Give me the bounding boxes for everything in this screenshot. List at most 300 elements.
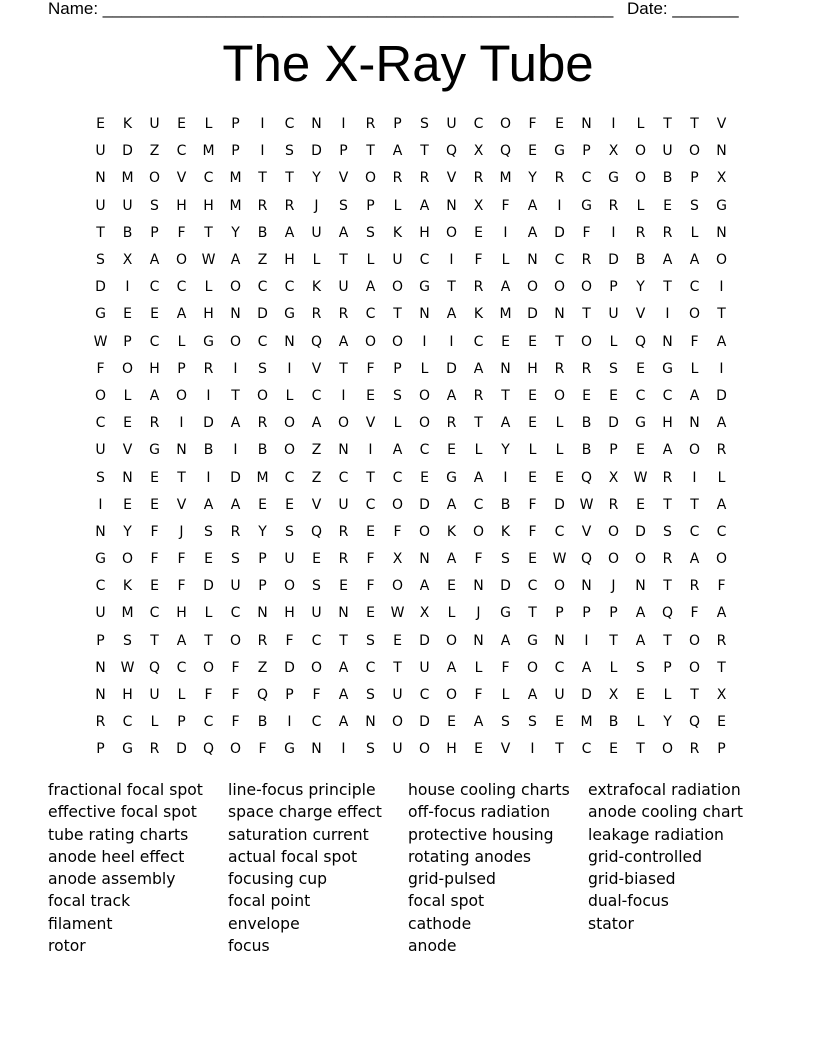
- grid-letter[interactable]: N: [95, 170, 106, 187]
- grid-letter[interactable]: G: [419, 279, 430, 296]
- grid-letter[interactable]: E: [339, 578, 348, 595]
- grid-letter[interactable]: E: [474, 741, 483, 758]
- grid-letter[interactable]: E: [150, 496, 159, 513]
- grid-letter[interactable]: E: [447, 714, 456, 731]
- grid-letter[interactable]: I: [692, 469, 697, 486]
- grid-letter[interactable]: L: [177, 687, 186, 704]
- grid-letter[interactable]: E: [150, 306, 159, 323]
- grid-letter[interactable]: U: [230, 578, 241, 595]
- grid-letter[interactable]: C: [122, 714, 133, 731]
- grid-letter[interactable]: L: [150, 714, 159, 731]
- grid-letter[interactable]: D: [203, 415, 214, 432]
- grid-letter[interactable]: R: [473, 279, 484, 296]
- grid-letter[interactable]: L: [501, 252, 510, 269]
- grid-letter[interactable]: V: [446, 170, 457, 187]
- grid-letter[interactable]: C: [365, 496, 376, 513]
- grid-letter[interactable]: J: [179, 523, 184, 540]
- grid-letter[interactable]: S: [393, 387, 402, 404]
- name-field[interactable]: Name: ______________________________________________________: [48, 0, 614, 18]
- grid-letter[interactable]: V: [635, 306, 646, 323]
- grid-letter[interactable]: E: [366, 605, 375, 622]
- grid-letter[interactable]: C: [176, 659, 187, 676]
- grid-letter[interactable]: U: [392, 741, 403, 758]
- grid-letter[interactable]: S: [204, 523, 213, 540]
- grid-letter[interactable]: S: [231, 551, 240, 568]
- grid-letter[interactable]: A: [446, 551, 457, 568]
- grid-letter[interactable]: B: [122, 224, 133, 241]
- grid-letter[interactable]: P: [663, 659, 672, 676]
- grid-letter[interactable]: F: [501, 197, 510, 214]
- grid-letter[interactable]: A: [446, 496, 457, 513]
- grid-letter[interactable]: Y: [636, 279, 645, 296]
- grid-letter[interactable]: V: [716, 116, 727, 133]
- grid-letter[interactable]: O: [202, 659, 215, 676]
- grid-letter[interactable]: A: [230, 496, 241, 513]
- grid-letter[interactable]: A: [338, 659, 349, 676]
- grid-letter[interactable]: G: [581, 197, 592, 214]
- grid-letter[interactable]: E: [150, 469, 159, 486]
- grid-letter[interactable]: Q: [310, 333, 323, 350]
- grid-letter[interactable]: G: [284, 741, 295, 758]
- grid-letter[interactable]: A: [716, 415, 727, 432]
- grid-letter[interactable]: F: [717, 578, 726, 595]
- grid-letter[interactable]: L: [690, 224, 699, 241]
- grid-letter[interactable]: I: [179, 415, 184, 432]
- grid-letter[interactable]: T: [339, 632, 348, 649]
- grid-letter[interactable]: F: [312, 687, 321, 704]
- grid-letter[interactable]: O: [607, 523, 620, 540]
- grid-letter[interactable]: N: [473, 578, 484, 595]
- grid-letter[interactable]: F: [231, 659, 240, 676]
- grid-letter[interactable]: F: [528, 116, 537, 133]
- grid-letter[interactable]: S: [528, 714, 537, 731]
- grid-letter[interactable]: U: [554, 687, 565, 704]
- grid-letter[interactable]: P: [582, 143, 591, 160]
- grid-letter[interactable]: C: [527, 578, 538, 595]
- grid-letter[interactable]: D: [203, 578, 214, 595]
- grid-letter[interactable]: O: [688, 659, 701, 676]
- grid-letter[interactable]: C: [257, 279, 268, 296]
- grid-letter[interactable]: O: [418, 741, 431, 758]
- grid-letter[interactable]: O: [229, 632, 242, 649]
- grid-letter[interactable]: A: [392, 143, 403, 160]
- grid-letter[interactable]: O: [229, 279, 242, 296]
- grid-letter[interactable]: R: [365, 116, 376, 133]
- grid-letter[interactable]: A: [230, 415, 241, 432]
- grid-letter[interactable]: O: [391, 333, 404, 350]
- grid-letter[interactable]: K: [311, 279, 322, 296]
- grid-letter[interactable]: T: [474, 415, 483, 432]
- grid-letter[interactable]: T: [393, 659, 402, 676]
- grid-letter[interactable]: A: [176, 632, 187, 649]
- grid-letter[interactable]: N: [689, 415, 700, 432]
- grid-letter[interactable]: I: [368, 442, 373, 459]
- grid-letter[interactable]: C: [149, 333, 160, 350]
- grid-letter[interactable]: E: [555, 116, 564, 133]
- grid-letter[interactable]: X: [716, 687, 727, 704]
- grid-letter[interactable]: O: [391, 578, 404, 595]
- grid-letter[interactable]: O: [661, 741, 674, 758]
- grid-letter[interactable]: T: [717, 659, 726, 676]
- grid-letter[interactable]: T: [663, 632, 672, 649]
- grid-letter[interactable]: P: [150, 224, 159, 241]
- grid-letter[interactable]: E: [555, 714, 564, 731]
- grid-letter[interactable]: R: [581, 252, 592, 269]
- grid-letter[interactable]: O: [715, 551, 728, 568]
- grid-letter[interactable]: W: [552, 551, 567, 568]
- grid-letter[interactable]: O: [472, 523, 485, 540]
- grid-letter[interactable]: V: [581, 523, 592, 540]
- grid-letter[interactable]: F: [501, 659, 510, 676]
- grid-letter[interactable]: T: [204, 632, 213, 649]
- grid-letter[interactable]: F: [96, 360, 105, 377]
- grid-letter[interactable]: A: [149, 252, 160, 269]
- grid-letter[interactable]: O: [418, 523, 431, 540]
- grid-letter[interactable]: O: [121, 551, 134, 568]
- grid-letter[interactable]: O: [688, 306, 701, 323]
- grid-letter[interactable]: R: [689, 741, 700, 758]
- grid-letter[interactable]: C: [149, 605, 160, 622]
- grid-letter[interactable]: G: [608, 170, 619, 187]
- grid-letter[interactable]: G: [446, 469, 457, 486]
- grid-letter[interactable]: Y: [123, 523, 132, 540]
- grid-letter[interactable]: I: [206, 469, 211, 486]
- grid-letter[interactable]: S: [636, 659, 645, 676]
- grid-letter[interactable]: B: [662, 170, 673, 187]
- grid-letter[interactable]: Q: [634, 333, 647, 350]
- grid-letter[interactable]: D: [554, 224, 565, 241]
- grid-letter[interactable]: P: [339, 143, 348, 160]
- grid-letter[interactable]: B: [500, 496, 511, 513]
- grid-letter[interactable]: Q: [445, 143, 458, 160]
- grid-letter[interactable]: D: [554, 496, 565, 513]
- grid-letter[interactable]: M: [499, 170, 512, 187]
- grid-letter[interactable]: A: [635, 605, 646, 622]
- grid-letter[interactable]: R: [662, 224, 673, 241]
- grid-letter[interactable]: R: [257, 415, 268, 432]
- grid-letter[interactable]: J: [476, 605, 481, 622]
- grid-letter[interactable]: L: [609, 333, 618, 350]
- grid-letter[interactable]: V: [311, 360, 322, 377]
- grid-letter[interactable]: F: [366, 578, 375, 595]
- grid-letter[interactable]: L: [204, 116, 213, 133]
- grid-letter[interactable]: Z: [311, 469, 322, 486]
- grid-letter[interactable]: O: [526, 659, 539, 676]
- grid-letter[interactable]: T: [96, 224, 105, 241]
- grid-letter[interactable]: G: [284, 306, 295, 323]
- grid-letter[interactable]: E: [636, 496, 645, 513]
- grid-letter[interactable]: R: [284, 197, 295, 214]
- grid-letter[interactable]: I: [557, 197, 562, 214]
- grid-letter[interactable]: P: [366, 197, 375, 214]
- grid-letter[interactable]: O: [256, 387, 269, 404]
- grid-letter[interactable]: T: [663, 578, 672, 595]
- grid-letter[interactable]: E: [366, 387, 375, 404]
- grid-letter[interactable]: C: [473, 116, 484, 133]
- grid-letter[interactable]: R: [149, 415, 160, 432]
- grid-letter[interactable]: P: [609, 442, 618, 459]
- grid-letter[interactable]: A: [473, 714, 484, 731]
- grid-letter[interactable]: C: [311, 387, 322, 404]
- grid-letter[interactable]: A: [500, 632, 511, 649]
- grid-letter[interactable]: O: [553, 387, 566, 404]
- grid-letter[interactable]: I: [665, 306, 670, 323]
- grid-letter[interactable]: L: [366, 252, 375, 269]
- grid-letter[interactable]: N: [419, 306, 430, 323]
- grid-letter[interactable]: N: [122, 469, 133, 486]
- grid-letter[interactable]: O: [607, 551, 620, 568]
- grid-letter[interactable]: R: [338, 306, 349, 323]
- grid-letter[interactable]: P: [393, 116, 402, 133]
- grid-letter[interactable]: R: [203, 360, 214, 377]
- grid-letter[interactable]: M: [229, 197, 242, 214]
- grid-letter[interactable]: C: [581, 170, 592, 187]
- grid-letter[interactable]: C: [338, 469, 349, 486]
- grid-letter[interactable]: Q: [688, 714, 701, 731]
- grid-letter[interactable]: C: [419, 687, 430, 704]
- grid-letter[interactable]: C: [635, 387, 646, 404]
- grid-letter[interactable]: E: [150, 578, 159, 595]
- grid-letter[interactable]: X: [419, 605, 430, 622]
- grid-letter[interactable]: F: [690, 605, 699, 622]
- grid-letter[interactable]: W: [390, 605, 405, 622]
- grid-letter[interactable]: H: [284, 605, 295, 622]
- grid-letter[interactable]: U: [311, 605, 322, 622]
- grid-letter[interactable]: Z: [257, 252, 268, 269]
- grid-letter[interactable]: O: [553, 279, 566, 296]
- grid-letter[interactable]: R: [311, 306, 322, 323]
- grid-letter[interactable]: L: [636, 197, 645, 214]
- grid-letter[interactable]: C: [419, 252, 430, 269]
- grid-letter[interactable]: L: [312, 252, 321, 269]
- grid-letter[interactable]: C: [284, 279, 295, 296]
- grid-letter[interactable]: G: [554, 143, 565, 160]
- grid-letter[interactable]: S: [123, 632, 132, 649]
- grid-letter[interactable]: I: [449, 333, 454, 350]
- grid-letter[interactable]: S: [258, 360, 267, 377]
- grid-letter[interactable]: E: [528, 143, 537, 160]
- grid-letter[interactable]: L: [609, 659, 618, 676]
- grid-letter[interactable]: N: [95, 687, 106, 704]
- grid-letter[interactable]: C: [257, 333, 268, 350]
- grid-letter[interactable]: E: [582, 387, 591, 404]
- grid-letter[interactable]: F: [177, 551, 186, 568]
- grid-letter[interactable]: H: [419, 224, 430, 241]
- grid-letter[interactable]: U: [311, 224, 322, 241]
- grid-letter[interactable]: G: [527, 632, 538, 649]
- grid-letter[interactable]: F: [582, 224, 591, 241]
- grid-letter[interactable]: L: [555, 442, 564, 459]
- grid-letter[interactable]: N: [716, 224, 727, 241]
- grid-letter[interactable]: E: [420, 469, 429, 486]
- grid-letter[interactable]: X: [473, 197, 484, 214]
- grid-letter[interactable]: C: [716, 523, 727, 540]
- grid-letter[interactable]: I: [611, 116, 616, 133]
- grid-letter[interactable]: N: [662, 333, 673, 350]
- grid-letter[interactable]: E: [528, 551, 537, 568]
- grid-letter[interactable]: G: [203, 333, 214, 350]
- grid-letter[interactable]: N: [419, 551, 430, 568]
- grid-letter[interactable]: N: [176, 442, 187, 459]
- grid-letter[interactable]: S: [96, 252, 105, 269]
- grid-letter[interactable]: F: [177, 578, 186, 595]
- grid-letter[interactable]: L: [501, 687, 510, 704]
- grid-letter[interactable]: C: [473, 333, 484, 350]
- grid-letter[interactable]: T: [339, 360, 348, 377]
- grid-letter[interactable]: O: [94, 387, 107, 404]
- grid-letter[interactable]: A: [662, 252, 673, 269]
- grid-letter[interactable]: C: [149, 279, 160, 296]
- grid-letter[interactable]: A: [149, 387, 160, 404]
- grid-letter[interactable]: O: [688, 632, 701, 649]
- grid-letter[interactable]: R: [392, 170, 403, 187]
- grid-letter[interactable]: H: [446, 741, 457, 758]
- grid-letter[interactable]: B: [635, 252, 646, 269]
- grid-letter[interactable]: C: [662, 387, 673, 404]
- grid-letter[interactable]: O: [445, 632, 458, 649]
- grid-letter[interactable]: V: [176, 496, 187, 513]
- grid-letter[interactable]: S: [96, 469, 105, 486]
- grid-letter[interactable]: N: [581, 116, 592, 133]
- grid-letter[interactable]: R: [635, 224, 646, 241]
- grid-letter[interactable]: U: [95, 605, 106, 622]
- grid-letter[interactable]: S: [366, 741, 375, 758]
- grid-letter[interactable]: P: [690, 170, 699, 187]
- grid-letter[interactable]: U: [95, 442, 106, 459]
- grid-letter[interactable]: A: [338, 714, 349, 731]
- grid-letter[interactable]: W: [633, 469, 648, 486]
- grid-letter[interactable]: N: [95, 523, 106, 540]
- grid-letter[interactable]: E: [312, 551, 321, 568]
- grid-letter[interactable]: U: [392, 252, 403, 269]
- grid-letter[interactable]: T: [393, 306, 402, 323]
- grid-letter[interactable]: A: [338, 333, 349, 350]
- grid-letter[interactable]: T: [555, 333, 564, 350]
- grid-letter[interactable]: D: [257, 306, 268, 323]
- grid-letter[interactable]: P: [285, 687, 294, 704]
- grid-letter[interactable]: U: [338, 496, 349, 513]
- grid-letter[interactable]: X: [473, 143, 484, 160]
- grid-letter[interactable]: L: [447, 605, 456, 622]
- grid-letter[interactable]: A: [338, 224, 349, 241]
- grid-letter[interactable]: U: [338, 279, 349, 296]
- grid-letter[interactable]: F: [366, 551, 375, 568]
- grid-letter[interactable]: A: [527, 197, 538, 214]
- grid-letter[interactable]: N: [311, 741, 322, 758]
- grid-letter[interactable]: T: [420, 143, 429, 160]
- grid-letter[interactable]: W: [93, 333, 108, 350]
- grid-letter[interactable]: N: [554, 632, 565, 649]
- grid-letter[interactable]: P: [393, 360, 402, 377]
- grid-letter[interactable]: T: [690, 116, 699, 133]
- grid-letter[interactable]: B: [257, 714, 268, 731]
- grid-letter[interactable]: P: [609, 279, 618, 296]
- grid-letter[interactable]: C: [554, 252, 565, 269]
- grid-letter[interactable]: R: [716, 442, 727, 459]
- grid-letter[interactable]: L: [123, 387, 132, 404]
- grid-letter[interactable]: R: [149, 741, 160, 758]
- grid-letter[interactable]: F: [366, 360, 375, 377]
- grid-letter[interactable]: E: [123, 496, 132, 513]
- grid-letter[interactable]: Y: [231, 224, 240, 241]
- grid-letter[interactable]: A: [662, 442, 673, 459]
- grid-letter[interactable]: H: [527, 360, 538, 377]
- grid-letter[interactable]: I: [260, 116, 265, 133]
- grid-letter[interactable]: A: [473, 469, 484, 486]
- grid-letter[interactable]: I: [449, 252, 454, 269]
- grid-letter[interactable]: G: [95, 306, 106, 323]
- grid-letter[interactable]: I: [287, 360, 292, 377]
- grid-letter[interactable]: I: [584, 632, 589, 649]
- grid-letter[interactable]: I: [341, 116, 346, 133]
- grid-letter[interactable]: E: [717, 714, 726, 731]
- grid-letter[interactable]: P: [258, 578, 267, 595]
- grid-letter[interactable]: V: [122, 442, 133, 459]
- grid-letter[interactable]: D: [635, 523, 646, 540]
- grid-letter[interactable]: T: [690, 496, 699, 513]
- grid-letter[interactable]: N: [500, 360, 511, 377]
- grid-letter[interactable]: T: [690, 687, 699, 704]
- grid-letter[interactable]: F: [474, 551, 483, 568]
- grid-letter[interactable]: O: [553, 578, 566, 595]
- grid-letter[interactable]: L: [393, 415, 402, 432]
- grid-letter[interactable]: U: [608, 306, 619, 323]
- grid-letter[interactable]: C: [284, 116, 295, 133]
- grid-letter[interactable]: U: [95, 197, 106, 214]
- grid-letter[interactable]: T: [663, 496, 672, 513]
- grid-letter[interactable]: L: [690, 360, 699, 377]
- grid-letter[interactable]: E: [636, 360, 645, 377]
- grid-letter[interactable]: B: [608, 714, 619, 731]
- grid-letter[interactable]: S: [150, 197, 159, 214]
- grid-letter[interactable]: I: [422, 333, 427, 350]
- grid-letter[interactable]: R: [662, 551, 673, 568]
- grid-letter[interactable]: O: [688, 143, 701, 160]
- grid-letter[interactable]: A: [689, 252, 700, 269]
- grid-letter[interactable]: L: [474, 442, 483, 459]
- grid-letter[interactable]: F: [474, 687, 483, 704]
- grid-letter[interactable]: C: [95, 578, 106, 595]
- grid-letter[interactable]: R: [419, 170, 430, 187]
- grid-letter[interactable]: N: [365, 714, 376, 731]
- grid-letter[interactable]: O: [310, 659, 323, 676]
- grid-letter[interactable]: C: [581, 741, 592, 758]
- grid-letter[interactable]: A: [446, 387, 457, 404]
- grid-letter[interactable]: L: [636, 116, 645, 133]
- grid-letter[interactable]: E: [447, 442, 456, 459]
- grid-letter[interactable]: G: [149, 442, 160, 459]
- grid-letter[interactable]: P: [555, 605, 564, 622]
- grid-letter[interactable]: P: [123, 333, 132, 350]
- grid-letter[interactable]: G: [122, 741, 133, 758]
- grid-letter[interactable]: D: [500, 578, 511, 595]
- grid-letter[interactable]: C: [365, 306, 376, 323]
- grid-letter[interactable]: O: [121, 360, 134, 377]
- grid-letter[interactable]: R: [662, 469, 673, 486]
- grid-letter[interactable]: F: [231, 687, 240, 704]
- grid-letter[interactable]: L: [636, 714, 645, 731]
- grid-letter[interactable]: B: [581, 442, 592, 459]
- grid-letter[interactable]: F: [177, 224, 186, 241]
- grid-letter[interactable]: K: [122, 116, 133, 133]
- grid-letter[interactable]: E: [204, 551, 213, 568]
- grid-letter[interactable]: P: [177, 714, 186, 731]
- grid-letter[interactable]: O: [175, 387, 188, 404]
- grid-letter[interactable]: D: [527, 306, 538, 323]
- grid-letter[interactable]: X: [608, 469, 619, 486]
- grid-letter[interactable]: C: [203, 170, 214, 187]
- grid-letter[interactable]: R: [257, 197, 268, 214]
